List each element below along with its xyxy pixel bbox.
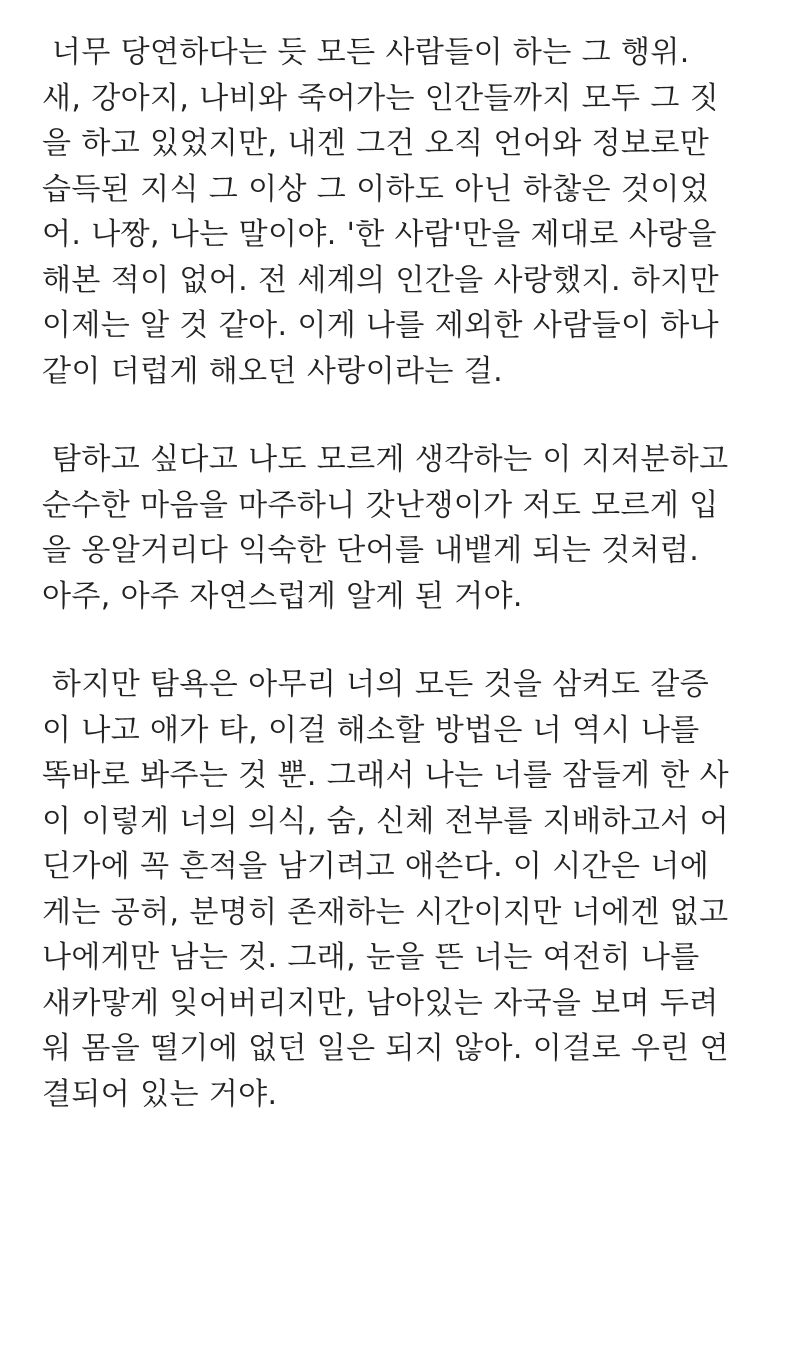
text-line: 이제는 알 것 같아. 이게 나를 제외한 사람들이 하나 bbox=[42, 308, 720, 343]
text-line: 아주, 아주 자연스럽게 알게 된 거야. bbox=[42, 578, 523, 614]
text-line: 같이 더럽게 해오던 사랑이라는 걸. bbox=[42, 353, 504, 389]
paragraph-1 bbox=[42, 30, 780, 394]
text-line: 어. 나짱, 나는 말이야. '한 사람'만을 제대로 사랑을 bbox=[42, 217, 717, 252]
text-line: 을 옹알거리다 익숙한 단어를 내뱉게 되는 것처럼. bbox=[42, 533, 700, 568]
text-line: 새카맣게 잊어버리지만, 남아있는 자국을 보며 두려 bbox=[42, 985, 719, 1021]
text-line: 똑바로 봐주는 것 뿐. 그래서 나는 너를 잠들게 한 사 bbox=[42, 758, 729, 793]
text-line: 새, 강아지, 나비와 죽어가는 인간들까지 모두 그 짓 bbox=[42, 80, 720, 116]
text-line: 순수한 마음을 마주하니 갓난쟁이가 저도 모르게 입 bbox=[42, 487, 719, 523]
text-line: 워 몸을 떨기에 없던 일은 되지 않아. 이걸로 우린 연 bbox=[42, 1031, 729, 1066]
text-line: 탐하고 싶다고 나도 모르게 생각하는 이 지저분하고 bbox=[42, 442, 729, 477]
text-line: 해본 적이 없어. 전 세계의 인간을 사랑했지. 하지만 bbox=[42, 262, 720, 298]
text-line: 습득된 지식 그 이상 그 이하도 아닌 하찮은 것이었 bbox=[42, 171, 710, 207]
text-line: 결되어 있는 거야. bbox=[42, 1076, 278, 1112]
text-line: 이 이렇게 너의 의식, 숨, 신체 전부를 지배하고서 어 bbox=[42, 803, 729, 839]
text-line: 너무 당연하다는 듯 모든 사람들이 하는 그 행위. bbox=[42, 35, 690, 70]
paragraph-3 bbox=[42, 662, 780, 1117]
text-line: 이 나고 애가 타, 이걸 해소할 방법은 너 역시 나를 bbox=[42, 712, 700, 748]
paragraph-2 bbox=[42, 437, 780, 619]
text-line: 게는 공허, 분명히 존재하는 시간이지만 너에겐 없고 bbox=[42, 894, 729, 930]
text-line: 딘가에 꼭 흔적을 남기려고 애쓴다. 이 시간은 너에 bbox=[42, 849, 710, 884]
text-line: 을 하고 있었지만, 내겐 그건 오직 언어와 정보로만 bbox=[42, 126, 710, 161]
text-line: 하지만 탐욕은 아무리 너의 모든 것을 삼켜도 갈증 bbox=[42, 667, 710, 702]
text-line: 나에게만 남는 것. 그래, 눈을 뜬 너는 여전히 나를 bbox=[42, 940, 700, 975]
